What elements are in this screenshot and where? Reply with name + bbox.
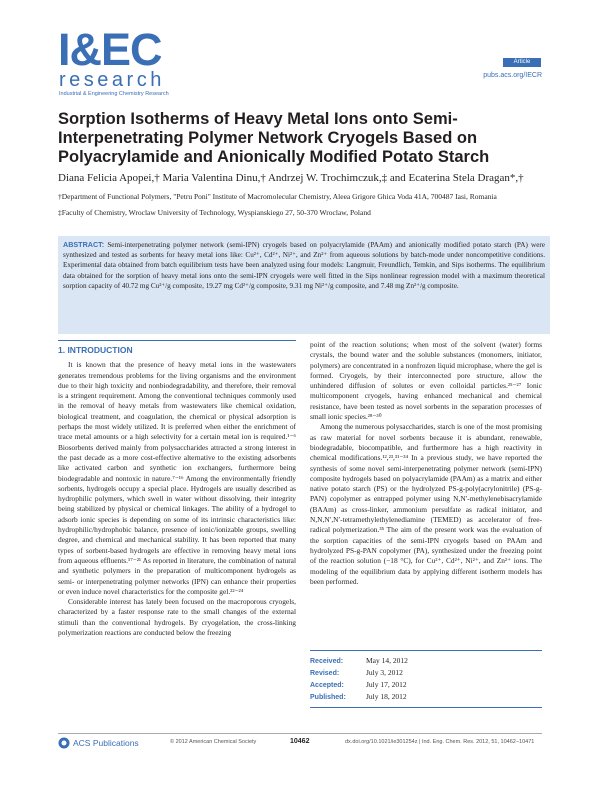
introduction-heading: [58, 340, 296, 355]
article-title: Sorption Isotherms of Heavy Metal Ions onto Semi-Interpenetrating Polymer Network Cryogels Based on Polyacrylamide and Anionically Modified Potato Starch: [58, 110, 490, 166]
journal-url-link[interactable]: pubs.acs.org/IECR: [483, 72, 542, 79]
abstract-label: ABSTRACT:: [63, 240, 105, 249]
affiliations: [58, 192, 548, 224]
affiliation-2: ‡Faculty of Chemistry, Wroclaw University of Technology, Wyspianskiego 27, 50-370 Wroclaw, Poland: [58, 208, 371, 217]
section-rule: [58, 340, 296, 341]
page-number: 10462: [290, 738, 310, 745]
left-column: [58, 340, 296, 638]
journal-logo: I&EC: [58, 24, 162, 75]
history-received: [310, 655, 542, 667]
article-history: [310, 650, 542, 708]
history-label: Received:: [310, 658, 344, 665]
history-value: July 17, 2012: [366, 680, 407, 689]
copyright-notice: © 2012 American Chemical Society: [170, 739, 257, 745]
history-value: July 18, 2012: [366, 692, 407, 701]
intro-paragraph: It is known that the presence of heavy metal ions in the wastewaters generates tremendous problems for the living organisms and the environment due to their high toxicity and nonbiodegradability, and therefore, their removal is a stringent requirement. Among the conventional techniques commonly used in the removal of heavy metals from wastewaters like chemical oxidation, biological treatment, and coagulation, the chemical or physical adsorption is perhaps the most widely utilized. It is preferred when either the enrichment of trace metal amounts or a high selectivity for a certain metal ion is required.¹⁻⁶ Biosorbents derived mainly from polysaccharides attracted a strong interest in the past decade as a more cost-effective alternative to the existing adsorbents like activated carbon and synthetic ion exchangers, furthermore being biodegradable and nontoxic in nature.⁷⁻¹⁶ Among the environmentally friendly sorbents, hydrogels occupy a special place. Hydrogels are usually described as hydrophilic polymers, which swell in water without dissolving, their integrity being stabilized by physical or chemical linkages. The ability of a hydrogel to adsorb ionic species is depending on some of its intrinsic characteristics like: hydrophilic/hydrophobic balance, presence of ionic/ionizable groups, swelling degree, and chemical and mechanical stability. It has been reported that many types of sorbent-based hydrogels are effective in removing heavy metal ions from aqueous effluents.¹⁷⁻²¹ As reported in literature, the combination of natural and synthetic polymers in the preparation of multicomponent hydrogels as semi- or interpenetrating polymer networks (IPN) can enhance their properties or even induce novel characteristics for the composite gel.²²⁻²⁴: [58, 360, 296, 596]
history-published: [310, 691, 542, 703]
intro-paragraph: Among the numerous polysaccharides, starch is one of the most promising as raw material for novel sorbents because it is abundant, renewable, biodegradable, biocompatible, and furthermore has a high reactivity in chemical modifications.¹²,²³,³¹⁻³⁴ In a previous study, we have reported the synthesis of some novel semi-interpenetrating polymer network (semi-IPN) composite hydrogels based on polyacrylamide (PAAm) as a matrix and either native potato starch (PS) or the hydrolyzed PS-g-poly(acrylonitrile) (PS-g-PAN) copolymer as entrapped polymer using N,N′-methylenebisacrylamide (BAAm) as cross-linker, ammonium persulfate as radical initiator, and N,N,N′,N′-tetramethylethylenediamine (TEMED) as accelerator of free-radical polymerization.³⁵ The aim of the present work was the evaluation of the sorption capacities of the semi-IPN cryogels based on PAAm and hydrolyzed PS-g-PAN copolymer (PA), synthesized under the freezing point of the reaction solution (−18 °C), for Cu²⁺, Cd²⁺, Ni²⁺, and Zn²⁺ ions. The modeling of the equilibrium data by applying different isotherm models has been performed.: [310, 422, 542, 586]
journal-logo-tagline: Industrial & Engineering Chemistry Research: [59, 91, 169, 97]
history-value: May 14, 2012: [366, 656, 408, 665]
history-revised: [310, 667, 542, 679]
publisher-name: ACS Publications: [73, 738, 139, 748]
abstract-text: Semi-interpenetrating polymer network (semi-IPN) cryogels based on polyacrylamide (PAAm) and anionically modified potato starch (PA) were synthesized and tested as sorbents for heavy metal ions like: Cu²⁺, Cd²⁺, Ni²⁺, and Zn²⁺ from aqueous solutions by batch-mode under noncompetitive conditions. Experimental data obtained from batch equilibrium tests have been analyzed using four models: Langmuir, Freundlich, Temkin, and Sips isotherms. The equilibrium data obtained for the sorption of heavy metal ions onto the semi-IPN cryogels were well fitted in the Sips nonlinear regression model with a maximum theoretical sorption capacity of 40.72 mg Cu²⁺/g composite, 19.27 mg Cd²⁺/g composite, 9.31 mg Ni²⁺/g composite, and 7.48 mg Zn²⁺/g composite.: [63, 241, 545, 290]
affiliation-1: †Department of Functional Polymers, "Petru Poni" Institute of Macromolecular Chemistry, Aleea Grigore Ghica Voda 41A, 700487 Iasi, Romania: [58, 192, 497, 201]
intro-paragraph: point of the reaction solutions; when most of the solvent (water) forms crystals, the bound water and the soluble substances (monomers, initiator, polymers) are concentrated in a nonfrozen liquid microphase, where the gel is formed. Cryogels, by their interconnected pore structure, allow the unhindered diffusion of solutes or even colloidal particles.²⁵⁻²⁷ Ionic multicomponent cryogels, having enhanced mechanical and chemical resistance, have been tested as novel sorbents in the separation processes of small ionic species.²⁸⁻³⁰: [310, 340, 542, 422]
intro-paragraph: Considerable interest has lately been focused on the macroporous cryogels, characterized by a faster response rate to the small changes of the external stimuli than the conventional hydrogels. By cryogelation, the cross-linking polymerization reactions are conducted below the freezing: [58, 597, 296, 638]
acs-logo-icon: [58, 737, 70, 749]
author-list: Diana Felicia Apopei,† Maria Valentina Dinu,† Andrzej W. Trochimczuk,‡ and Ecaterina Stela Dragan*,†: [58, 172, 524, 184]
history-label: Published:: [310, 694, 346, 701]
article-type-badge: Article: [503, 58, 541, 67]
doi-citation[interactable]: dx.doi.org/10.1021/ie301254z | Ind. Eng. Chem. Res. 2012, 51, 10462−10471: [345, 739, 535, 745]
history-value: July 3, 2012: [366, 668, 403, 677]
history-label: Revised:: [310, 670, 340, 677]
publisher-logo: [58, 737, 139, 749]
right-column: [310, 340, 542, 587]
introduction-heading-text: 1. INTRODUCTION: [58, 345, 133, 355]
abstract-box: [58, 236, 550, 334]
history-label: Accepted:: [310, 682, 344, 689]
footer-divider: [58, 733, 542, 734]
history-accepted: [310, 679, 542, 691]
journal-logo-subtitle: research: [59, 69, 165, 91]
